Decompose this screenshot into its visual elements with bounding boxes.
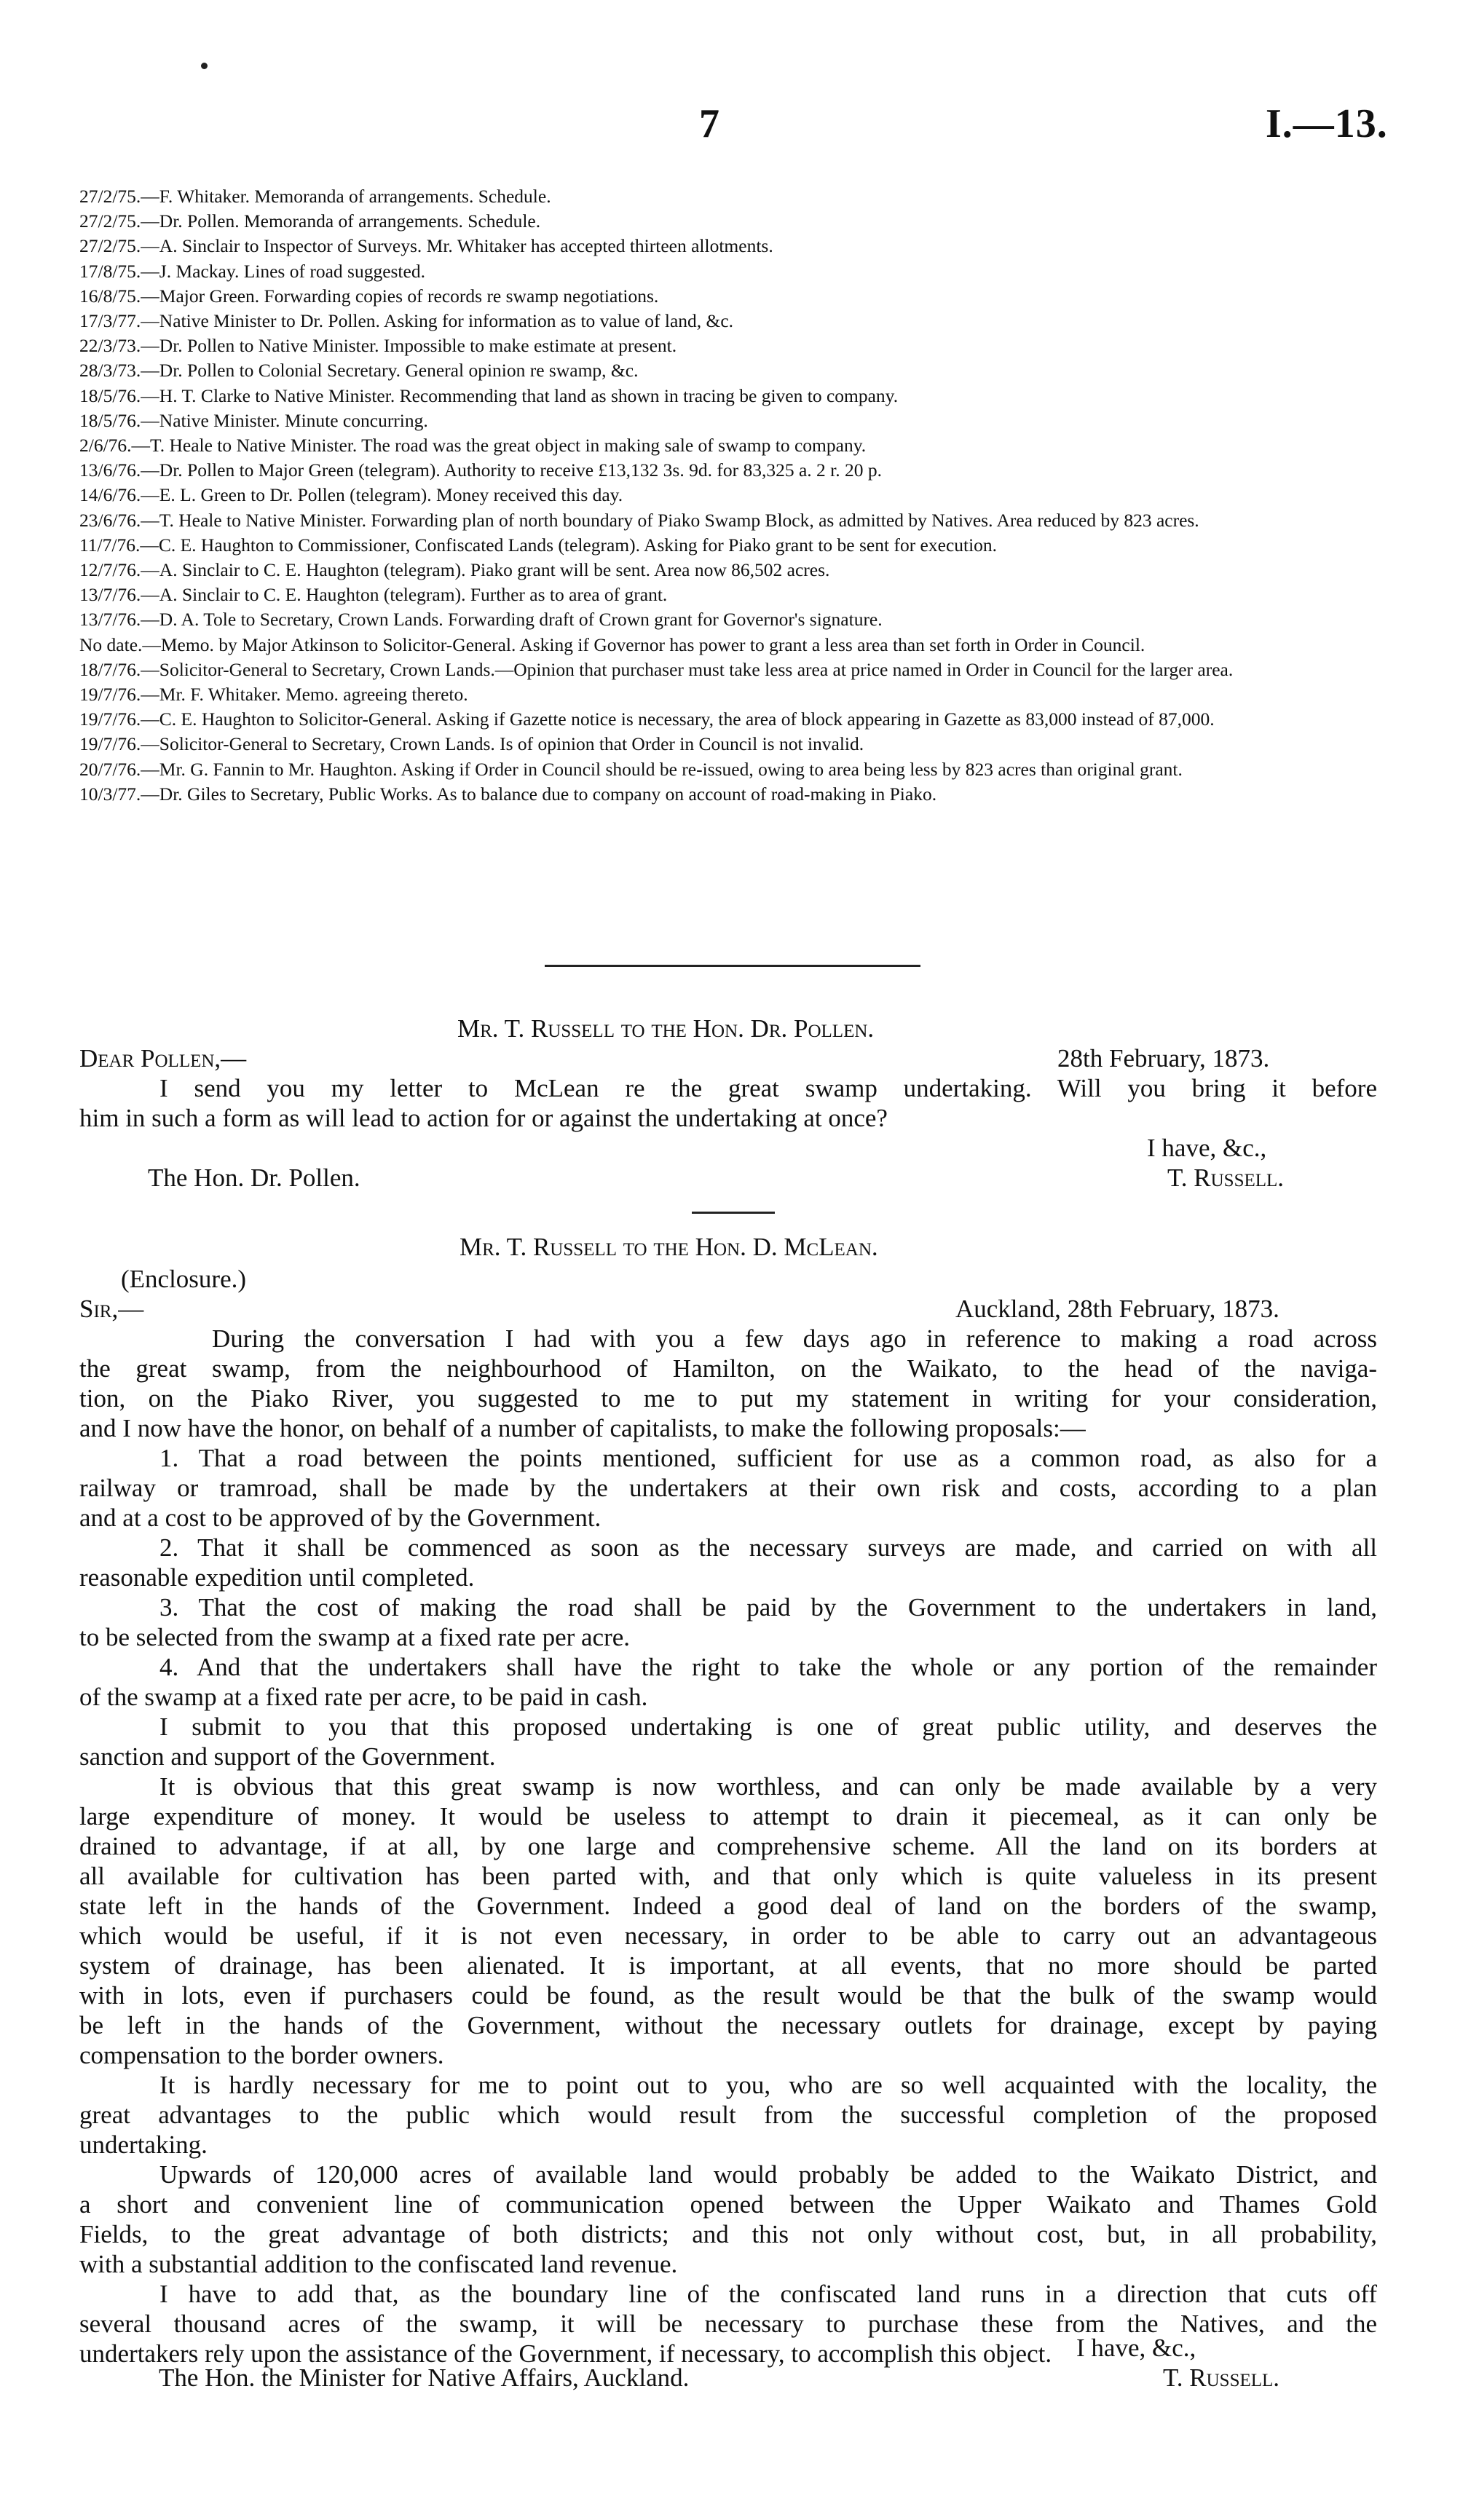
- letter2-line: 3. That the cost of making the road shall be paid by the Government to the undertakers in land,: [159, 1593, 1377, 1622]
- correspondence-entry: 27/2/75.—F. Whitaker. Memoranda of arrangements. Schedule.: [79, 186, 551, 207]
- letter1-line: him in such a form as will lead to action for or against the undertaking at once?: [79, 1104, 888, 1132]
- letter1-line: I send you my letter to McLean re the great swamp undertaking. Will you bring it before: [159, 1074, 1377, 1102]
- letter2-line: to be selected from the swamp at a fixed rate per acre.: [79, 1623, 631, 1651]
- letter2-line: be left in the hands of the Government, without the necessary outlets for drainage, except by paying: [79, 2011, 1377, 2039]
- page-reference: I.—13.: [1266, 101, 1388, 146]
- correspondence-entry: 19/7/76.—Mr. F. Whitaker. Memo. agreeing thereto.: [79, 684, 468, 706]
- page-number: 7: [699, 101, 719, 146]
- correspondence-entry: 2/6/76.—T. Heale to Native Minister. The road was the great object in making sale of swamp to company.: [79, 435, 867, 457]
- letter2-salutation: Sir,—: [79, 1295, 144, 1323]
- letter2-line: Upwards of 120,000 acres of available land would probably be added to the Waikato District, and: [159, 2160, 1377, 2189]
- letter2-line: a short and convenient line of communication opened between the Upper Waikato and Thames Gold: [79, 2190, 1377, 2219]
- letter2-line: which would be useful, if it is not even necessary, in order to be able to carry out an advantageous: [79, 1921, 1377, 1950]
- letter2-line: 1. That a road between the points mentioned, sufficient for use as a common road, as also for a: [159, 1444, 1377, 1472]
- letter2-line: I submit to you that this proposed undertaking is one of great public utility, and deserves the: [159, 1713, 1377, 1741]
- correspondence-entry: 13/6/76.—Dr. Pollen to Major Green (telegram). Authority to receive £13,132 3s. 9d. for 83,325 a. 2 r. 20 p.: [79, 459, 882, 481]
- letter2-line: tion, on the Piako River, you suggested to me to put my statement in writing for your consideration,: [79, 1384, 1377, 1413]
- letter2-line: undertaking.: [79, 2130, 208, 2159]
- letter2-line: with a substantial addition to the confiscated land revenue.: [79, 2250, 678, 2278]
- letter2-line: great advantages to the public which would result from the successful completion of the proposed: [79, 2101, 1377, 2129]
- letter2-line: sanction and support of the Government.: [79, 1742, 496, 1771]
- correspondence-entry: 16/8/75.—Major Green. Forwarding copies of records re swamp negotiations.: [79, 285, 659, 307]
- correspondence-entry: 14/6/76.—E. L. Green to Dr. Pollen (telegram). Money received this day.: [79, 484, 623, 506]
- letter2-line: It is obvious that this great swamp is now worthless, and can only be made available by a very: [159, 1772, 1377, 1801]
- letter2-line: large expenditure of money. It would be useless to attempt to drain it piecemeal, as it can only be: [79, 1802, 1377, 1830]
- correspondence-entry: 10/3/77.—Dr. Giles to Secretary, Public Works. As to balance due to company on account of road-making in Piako.: [79, 783, 937, 805]
- letter2-line: During the conversation I had with you a few days ago in reference to making a road across: [212, 1324, 1377, 1353]
- correspondence-entry: 20/7/76.—Mr. G. Fannin to Mr. Haughton. Asking if Order in Council should be re-issued, owing to area being less by 823 acres than original grant.: [79, 758, 1183, 780]
- letter2-line: several thousand acres of the swamp, it will be necessary to purchase these from the Natives, and the: [79, 2310, 1377, 2338]
- letter1-signature: T. Russell.: [1167, 1164, 1285, 1192]
- letter2-addressee: The Hon. the Minister for Native Affairs, Auckland.: [159, 2363, 690, 2392]
- correspondence-entry: 12/7/76.—A. Sinclair to C. E. Haughton (telegram). Piako grant will be sent. Area now 86,502 acres.: [79, 559, 830, 581]
- correspondence-entry: 11/7/76.—C. E. Haughton to Commissioner, Confiscated Lands (telegram). Asking for Piako grant to be sent for execution.: [79, 534, 998, 556]
- letter2-signature: T. Russell.: [1163, 2363, 1280, 2392]
- letter1-salutation: Dear Pollen,—: [79, 1044, 247, 1073]
- letter2-heading: Mr. T. Russell to the Hon. D. McLean.: [460, 1233, 878, 1261]
- correspondence-entry: 19/7/76.—Solicitor-General to Secretary, Crown Lands. Is of opinion that Order in Council is not invalid.: [79, 733, 864, 755]
- correspondence-list: [79, 184, 1390, 807]
- letter2-line: compensation to the border owners.: [79, 2041, 444, 2069]
- letter-divider: [692, 1212, 775, 1214]
- correspondence-entry: 18/5/76.—Native Minister. Minute concurring.: [79, 409, 428, 431]
- letter2-line: reasonable expedition until completed.: [79, 1563, 475, 1592]
- letter2-date: Auckland, 28th February, 1873.: [955, 1295, 1279, 1323]
- letter2-line: all available for cultivation has been parted with, and that only which is quite valueless in its present: [79, 1862, 1377, 1890]
- letter1-heading: Mr. T. Russell to the Hon. Dr. Pollen.: [457, 1014, 875, 1043]
- letter1-addressee: The Hon. Dr. Pollen.: [148, 1164, 360, 1192]
- correspondence-entry: 13/7/76.—A. Sinclair to C. E. Haughton (telegram). Further as to area of grant.: [79, 584, 668, 606]
- section-divider: [545, 965, 920, 967]
- correspondence-entry: 23/6/76.—T. Heale to Native Minister. Forwarding plan of north boundary of Piako Swamp Block, as admitted by Natives. Area reduced by 823 acres.: [79, 509, 1199, 531]
- letter2-line: and I now have the honor, on behalf of a number of capitalists, to make the following proposals:—: [79, 1414, 1086, 1442]
- letter2-line: 2. That it shall be commenced as soon as the necessary surveys are made, and carried on with all: [159, 1533, 1377, 1562]
- correspondence-entry: 18/5/76.—H. T. Clarke to Native Minister. Recommending that land as shown in tracing be given to company.: [79, 384, 899, 406]
- letter2-line: I have to add that, as the boundary line of the confiscated land runs in a direction that cuts off: [159, 2280, 1377, 2308]
- correspondence-entry: 28/3/73.—Dr. Pollen to Colonial Secretary. General opinion re swamp, &c.: [79, 360, 639, 382]
- letter2-enclosure: (Enclosure.): [121, 1265, 247, 1293]
- letter2-line: of the swamp at a fixed rate per acre, to be paid in cash.: [79, 1683, 648, 1711]
- letter2-line: It is hardly necessary for me to point out to you, who are so well acquainted with the locality, the: [159, 2071, 1377, 2099]
- letter2-line: the great swamp, from the neighbourhood of Hamilton, on the Waikato, to the head of the naviga-: [79, 1354, 1377, 1383]
- correspondence-entry: 17/8/75.—J. Mackay. Lines of road suggested.: [79, 260, 425, 282]
- correspondence-entry: 19/7/76.—C. E. Haughton to Solicitor-General. Asking if Gazette notice is necessary, the area of block appearing in Gazette as 83,000 instead of 87,000.: [79, 708, 1215, 730]
- correspondence-entry: No date.—Memo. by Major Atkinson to Solicitor-General. Asking if Governor has power to grant a less area than set forth in Order in Council.: [79, 633, 1145, 655]
- correspondence-entry: 27/2/75.—Dr. Pollen. Memoranda of arrangements. Schedule.: [79, 210, 541, 232]
- letter2-line: with in lots, even if purchasers could be found, as the result would be that the bulk of the swamp would: [79, 1981, 1377, 2010]
- correspondence-entry: 22/3/73.—Dr. Pollen to Native Minister. Impossible to make estimate at present.: [79, 335, 677, 357]
- margin-dot: [201, 63, 208, 69]
- letter2-line: undertakers rely upon the assistance of the Government, if necessary, to accomplish this object.: [79, 2339, 1052, 2368]
- letter2-line: state left in the hands of the Government. Indeed a good deal of land on the borders of the swamp,: [79, 1892, 1377, 1920]
- correspondence-entry: 27/2/75.—A. Sinclair to Inspector of Surveys. Mr. Whitaker has accepted thirteen allotments.: [79, 235, 773, 257]
- correspondence-entry: 18/7/76.—Solicitor-General to Secretary, Crown Lands.—Opinion that purchaser must take less area at price named in Order in Council for the larger area.: [79, 658, 1234, 680]
- letter2-line: system of drainage, has been alienated. It is important, at all events, that no more should be parted: [79, 1951, 1377, 1980]
- letter1-date: 28th February, 1873.: [1057, 1044, 1270, 1073]
- correspondence-entry: 13/7/76.—D. A. Tole to Secretary, Crown Lands. Forwarding draft of Crown grant for Governor's signature.: [79, 609, 883, 631]
- letter2-line: 4. And that the undertakers shall have the right to take the whole or any portion of the remainder: [159, 1653, 1377, 1681]
- letter1-closing: I have, &c.,: [1147, 1134, 1267, 1162]
- letter2-line: Fields, to the great advantage of both districts; and this not only without cost, but, in all probability,: [79, 2220, 1377, 2248]
- letter2-line: and at a cost to be approved of by the Government.: [79, 1504, 602, 1532]
- correspondence-entry: 17/3/77.—Native Minister to Dr. Pollen. Asking for information as to value of land, &c.: [79, 310, 734, 332]
- letter2-closing: I have, &c.,: [1076, 2334, 1196, 2362]
- letter2-line: railway or tramroad, shall be made by the undertakers at their own risk and costs, according to a plan: [79, 1474, 1377, 1502]
- letter2-line: drained to advantage, if at all, by one large and comprehensive scheme. All the land on its borders at: [79, 1832, 1377, 1860]
